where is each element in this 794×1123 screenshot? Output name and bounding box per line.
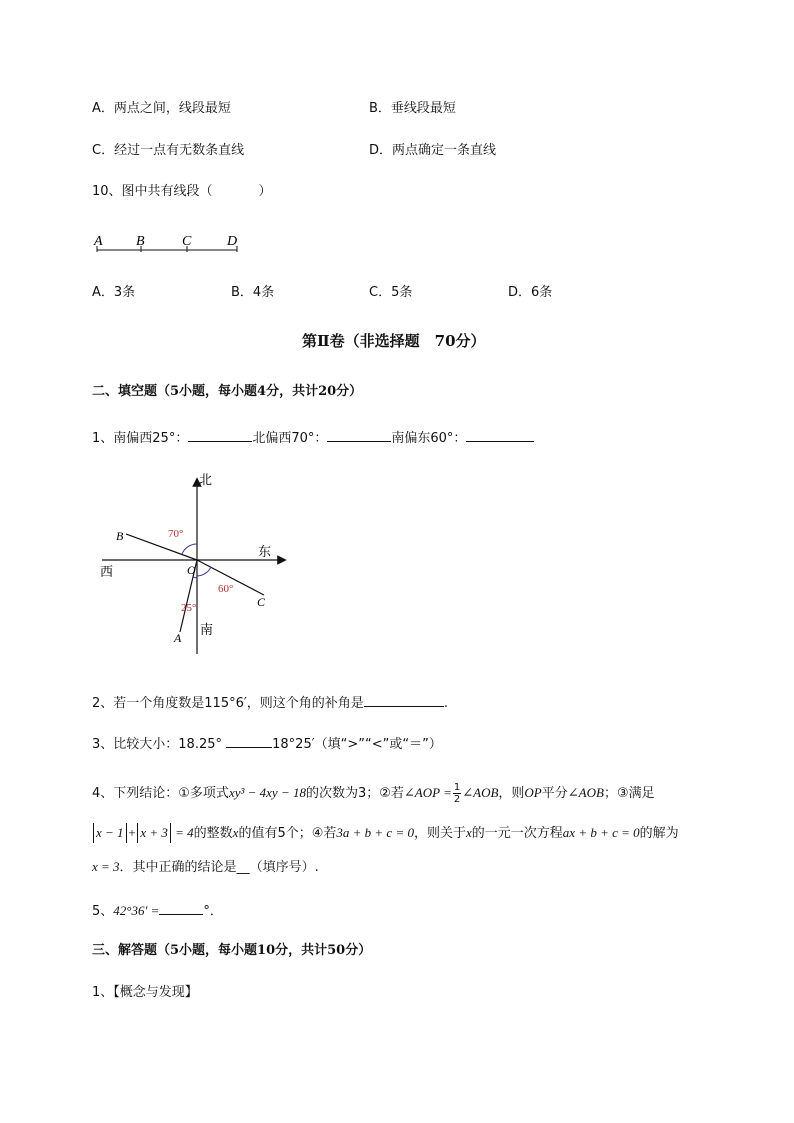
s2-q4-l2e: 的解为	[639, 826, 679, 841]
angle-arc-a	[193, 577, 197, 578]
s2-q4-eq-right: ∠AOB	[462, 785, 499, 800]
s2-q1-mid2: 南偏东60°：	[391, 431, 467, 446]
ray-ob	[126, 534, 197, 560]
label-b: B	[116, 529, 124, 543]
s2-q4-l2a: 的整数	[193, 826, 233, 841]
s2-q4-l1c: ，则	[498, 786, 525, 801]
s2-q2-end: .	[443, 696, 448, 711]
s2-q1-blank-2[interactable]	[327, 427, 391, 442]
label-angle-60: 60°	[218, 583, 234, 595]
q9-option-b: B．垂线段最短	[369, 101, 456, 116]
s3-q1: 1、【概念与发现】	[92, 985, 198, 1000]
s2-q4-l2b: 的值有5个；④若	[238, 826, 337, 841]
s2-q4-x1: x	[232, 825, 239, 840]
s2-q5	[92, 900, 223, 921]
angle-arc-b	[182, 544, 197, 554]
s2-q1-blank-1[interactable]	[188, 427, 252, 442]
s2-q4-eq4: = 4	[171, 825, 194, 840]
s2-q4-line1	[92, 781, 655, 806]
s2-q4-blank[interactable]: __	[236, 860, 250, 875]
section3-title: 三、解答题（5小题，每小题10分，共计50分）	[92, 943, 372, 958]
s2-q5-expr: 42°36′ =	[113, 903, 160, 918]
s2-q4-line2	[92, 823, 679, 844]
fraction-denominator: 2	[453, 794, 461, 805]
label-angle-25: 25°	[181, 602, 197, 614]
point-label-d: D	[227, 234, 238, 249]
segment-figure	[90, 228, 250, 258]
s2-q4-op: OP	[524, 785, 542, 800]
point-label-c: C	[182, 234, 192, 249]
part2-title: 第Ⅱ卷（非选择题 70分）	[302, 332, 486, 350]
angle-arc-c	[197, 567, 211, 576]
q10-option-c: C．5条	[369, 285, 413, 300]
s2-q2-text: 2、若一个角度数是115°6′，则这个角的补角是	[92, 696, 364, 711]
s2-q4-fraction	[453, 782, 461, 805]
s2-q4-l1b: 的次数为3；②若	[305, 786, 404, 801]
label-south: 南	[200, 622, 214, 637]
q10-stem-text: 10、图中共有线段（	[92, 184, 213, 199]
label-angle-70: 70°	[168, 528, 184, 540]
s2-q4-cond: 3a + b + c = 0	[336, 825, 414, 840]
s2-q1-blank-3[interactable]	[466, 427, 534, 442]
label-north: 北	[199, 472, 213, 487]
s2-q4-aob: ∠AOB	[567, 785, 604, 800]
s2-q4-l1a: 4、下列结论：①多项式	[92, 786, 229, 801]
s2-q4-l2c: ，则关于	[413, 826, 466, 841]
s2-q4-l3a: ．其中正确的结论是	[119, 860, 237, 875]
s2-q5-prefix: 5、	[92, 904, 114, 919]
s2-q5-blank[interactable]	[159, 900, 203, 915]
q9-option-c: C．经过一点有无数条直线	[92, 143, 245, 158]
label-o: O	[187, 563, 196, 577]
section2-title: 二、填空题（5小题，每小题4分，共计20分）	[92, 384, 363, 399]
s2-q3-suffix: 18°25′（填“>”“<”或“＝”）	[272, 737, 442, 752]
compass-diagram	[92, 470, 302, 660]
s2-q1-mid1: 北偏西70°：	[252, 431, 328, 446]
s2-q4-solution: x = 3	[92, 859, 120, 874]
label-a: A	[174, 631, 182, 645]
q9-option-a: A．两点之间，线段最短	[92, 101, 231, 116]
label-east: 东	[258, 544, 272, 559]
point-label-b: B	[136, 234, 145, 249]
q10-stem	[92, 183, 272, 201]
q10-stem-end: ）	[258, 184, 272, 199]
point-label-a: A	[94, 234, 103, 249]
s2-q5-suffix: °．	[203, 904, 223, 919]
s2-q4-l1d: 平分	[541, 786, 568, 801]
q10-option-b: B．4条	[231, 285, 275, 300]
s2-q4-abs2: x + 3	[137, 823, 171, 843]
label-c: C	[257, 595, 266, 609]
s2-q3-blank[interactable]	[226, 733, 272, 748]
s2-q3-prefix: 3、比较大小：18.25°	[92, 737, 222, 752]
s2-q2-blank[interactable]	[364, 692, 444, 707]
s2-q4-l1e: ；③满足	[603, 786, 655, 801]
s2-q3	[92, 733, 442, 754]
s2-q4-l3b: （填序号）.	[249, 860, 319, 875]
q9-option-d: D．两点确定一条直线	[369, 143, 497, 158]
s2-q4-abs1: x − 1	[93, 823, 127, 843]
s2-q4-polynomial: xy³ − 4xy − 18	[228, 785, 306, 800]
s2-q4-equation: ax + b + c = 0	[562, 825, 640, 840]
q10-option-d: D．6条	[508, 285, 553, 300]
label-west: 西	[100, 564, 114, 579]
s2-q1-prefix: 1、南偏西25°：	[92, 431, 189, 446]
s2-q4-l2d: 的一元一次方程	[471, 826, 563, 841]
s2-q1	[92, 427, 534, 448]
s2-q4-line3	[92, 858, 319, 877]
s2-q4-plus: +	[127, 825, 137, 840]
s2-q4-x2: x	[466, 825, 472, 840]
s2-q2	[92, 692, 448, 713]
s2-q4-eq-left: ∠AOP =	[403, 785, 452, 800]
q10-option-a: A．3条	[92, 285, 136, 300]
fraction-numerator: 1	[453, 782, 461, 793]
